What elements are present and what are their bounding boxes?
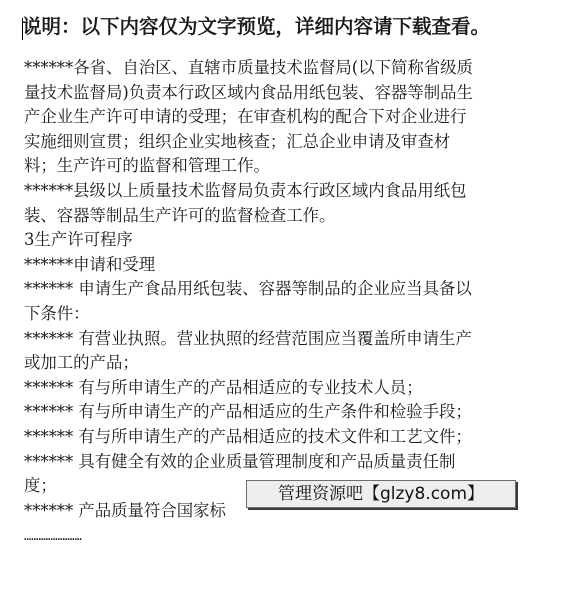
document-line: 下条件： [24,303,90,323]
document-line: ****** 申请生产食品用纸包装、容器等制品的企业应当具备以 [24,279,472,299]
document-line: ****** 产品质量符合国家标 [24,500,226,520]
document-line: 或加工的产品； [24,353,139,373]
preview-notice: 说明：以下内容仅为文字预览，详细内容请下载查看。 [22,15,491,38]
document-line: ******县级以上质量技术监督局负责本行政区域内食品用纸包 [24,180,467,200]
document-line: ****** 有与所申请生产的产品相适应的生产条件和检验手段； [24,402,472,422]
document-line: ****** 有与所申请生产的产品相适应的技术文件和工艺文件； [24,426,472,446]
document-line: 量技术监督局)负责本行政区域内食品用纸包装、容器等制品生 [24,82,473,102]
document-line: ******各省、自治区、直辖市质量技术监督局(以下简称省级质 [24,58,473,77]
document-line: 料；生产许可的监督和管理工作。 [24,156,270,176]
document-line: ****** 有与所申请生产的产品相适应的专业技术人员； [24,377,423,397]
document-line: ****** 具有健全有效的企业质量管理制度和产品质量责任制 [24,451,456,471]
document-line: 产企业生产许可申请的受理；在审查机构的配合下对企业进行 [24,107,467,127]
truncation-dots: …………………… [24,529,82,543]
document-line: ****** 有营业执照。营业执照的经营范围应当覆盖所申请生产 [24,328,472,348]
document-line: 装、容器等制品生产许可的监督检查工作。 [24,205,336,225]
watermark-banner: 管理资源吧【glzy8.com】 [246,480,516,508]
document-body [24,56,558,523]
section-heading: 3生产许可程序 [24,230,133,250]
document-line: 度； [24,476,57,496]
subsection-heading: ******申请和受理 [24,254,156,274]
document-line: 实施细则宣贯；组织企业实地核查；汇总企业申请及审查材 [24,131,451,151]
